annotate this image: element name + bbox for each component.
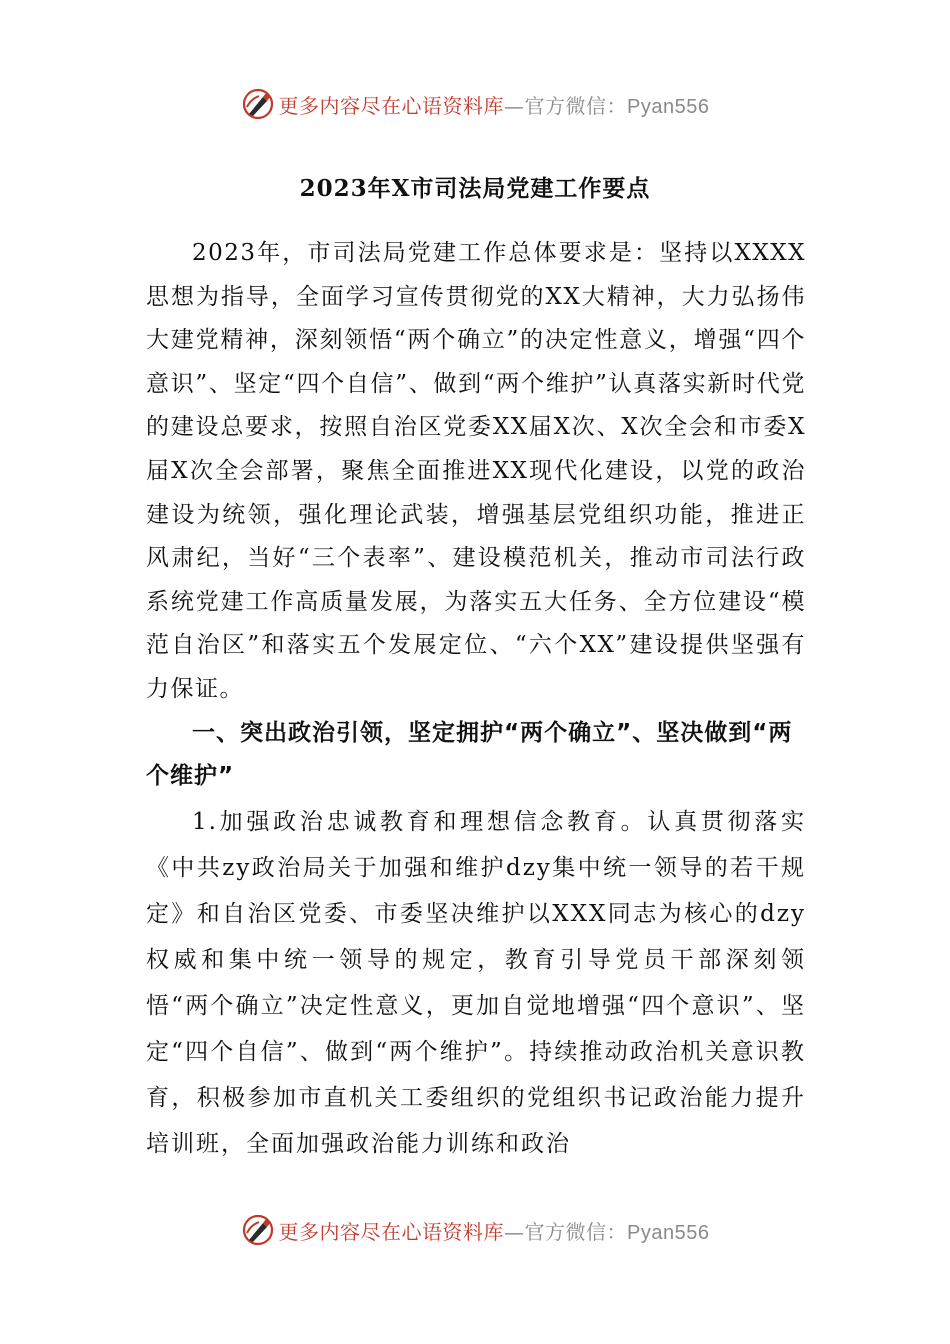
banner-separator: —	[504, 1219, 525, 1244]
pen-nib-logo-icon	[241, 1213, 275, 1247]
banner-wechat-label: 官方微信：	[524, 1219, 628, 1244]
banner-wechat-handle: Pyan556	[627, 95, 710, 118]
banner-text	[279, 1216, 710, 1245]
banner-separator: —	[504, 93, 525, 118]
section-1-heading: 一、突出政治引领，坚定拥护“两个确立”、坚决做到“两个维护”	[146, 719, 793, 790]
intro-paragraph: 2023年，市司法局党建工作总体要求是：坚持以XXXX思想为指导，全面学习宣传贯彻党的XX大精神，大力弘扬伟大建党精神，深刻领悟“两个确立”的决定性意义，增强“四个意识”、坚定“四个自信”、做到“两个维护”认真落实新时代党的建设总要求，按照自治区党委XX届X次、X次全会和市委X届X次全会部署，聚焦全面推进XX现代化建设，以党的政治建设为统领，强化理论武装，增强基层党组织功能，推进正风肃纪，当好“三个表率”、建设模范机关，推动市司法行政系统党建工作高质量发展，为落实五大任务、全方位建设“模范自治区”和落实五个发展定位、“六个XX”建设提供坚强有力保证。	[146, 240, 806, 702]
banner-wechat-label: 官方微信：	[524, 93, 628, 118]
banner-main-text: 更多内容尽在心语资料库	[278, 93, 505, 118]
document-title: 2023年X市司法局党建工作要点	[299, 175, 651, 202]
banner-wechat-handle: Pyan556	[627, 1221, 710, 1244]
banner-text	[279, 90, 710, 119]
banner-main-text: 更多内容尽在心语资料库	[278, 1219, 505, 1244]
header-banner	[0, 82, 950, 126]
document-body	[146, 232, 806, 1167]
section-1-paragraph: 1.加强政治忠诚教育和理想信念教育。认真贯彻落实《中共zy政治局关于加强和维护dzy集中统一领导的若干规定》和自治区党委、市委坚决维护以XXX同志为核心的dzy权威和集中统一领导的规定，教育引导党员干部深刻领悟“两个确立”决定性意义，更加自觉地增强“四个意识”、坚定“四个自信”、做到“两个维护”。持续推动政治机关意识教育，积极参加市直机关工委组织的党组织书记政治能力提升培训班，全面加强政治能力训练和政治	[146, 808, 806, 1157]
footer-banner	[0, 1208, 950, 1252]
pen-nib-logo-icon	[241, 87, 275, 121]
